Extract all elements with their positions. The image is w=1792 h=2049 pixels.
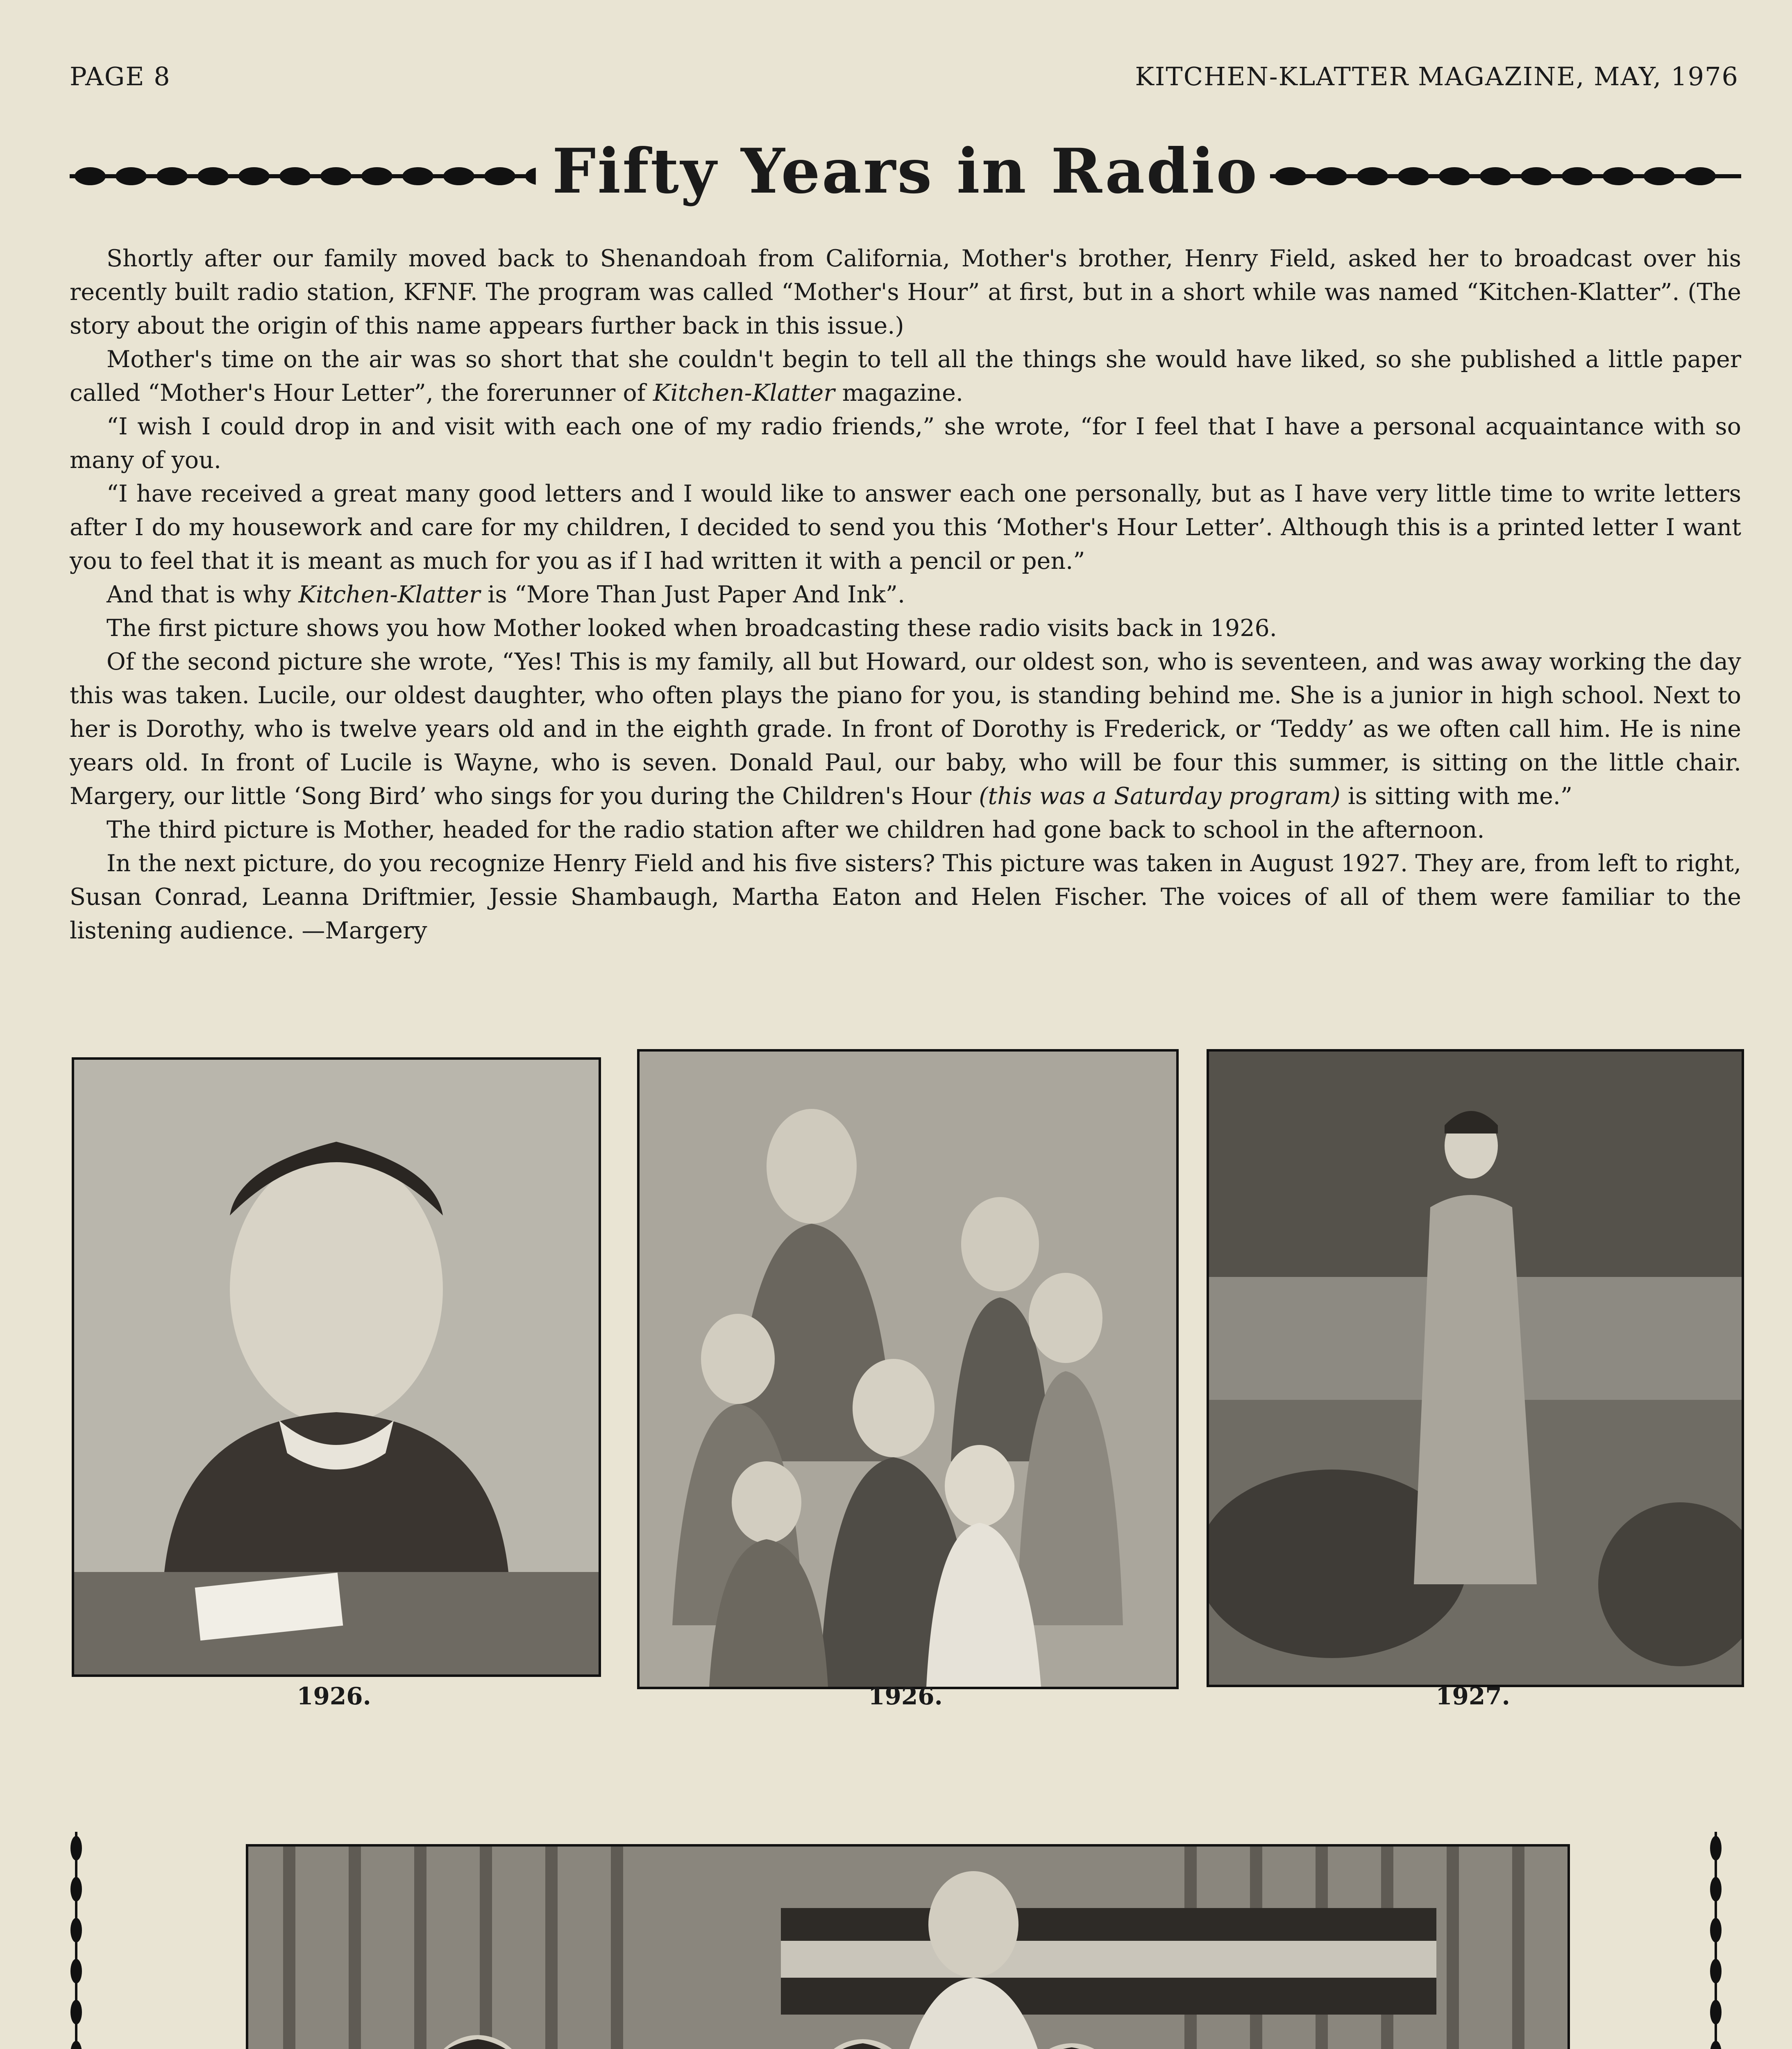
paragraph-3: “I wish I could drop in and visit with each one of my radio friends,” she wrote, “for I feel that I have a personal acquaintance with so many of you.: [70, 413, 1741, 474]
photo-3-caption: 1927.: [1436, 1682, 1510, 1710]
paragraph-6: The first picture shows you how Mother looked when broadcasting these radio visits back in 1926.: [107, 615, 1277, 642]
page-number: PAGE 8: [70, 61, 171, 91]
paragraph-5: And that is why Kitchen-Klatter is “More Than Just Paper And Ink”.: [107, 581, 905, 608]
paragraph-9: In the next picture, do you recognize Henry Field and his five sisters? This picture was taken in August 1927. They are, from left to right, Susan Conrad, Leanna Driftmier, Jessie Shambaugh, Martha Eaton and Helen Fischer. The voices of all of them were familiar to the listening audience. —Margery: [70, 850, 1741, 944]
photo-mother-writing: [72, 1057, 601, 1677]
title-row: [70, 135, 1741, 217]
chain-ornament-vertical-right: [1708, 1832, 1723, 2049]
photo-1-caption: 1926.: [297, 1682, 371, 1710]
photo-2-caption: 1926.: [868, 1682, 943, 1710]
chain-ornament-vertical-left: [69, 1832, 84, 2049]
chain-ornament-right: [1270, 164, 1741, 189]
article-title: Fifty Years in Radio: [536, 135, 1275, 207]
paragraph-2: Mother's time on the air was so short that she couldn't begin to tell all the things she would have liked, so she published a little paper called “Mother's Hour Letter”, the forerunner of Kitchen-Klatter magazine.: [70, 346, 1741, 407]
paragraph-7: Of the second picture she wrote, “Yes! This is my family, all but Howard, our oldest son, who is seventeen, and was away working the day this was taken. Lucile, our oldest daughter, who often plays the piano for you, is standing behind me. She is a junior in high school. Next to her is Dorothy, who is twelve years old and in the eighth grade. In front of Dorothy is Frederick, or ‘Teddy’ as we often call him. He is nine years old. In front of Lucile is Wayne, who is seven. Donald Paul, our baby, who will be four this summer, is sitting on the little chair. Margery, our little ‘Song Bird’ who sings for you during the Children's Hour (this was a Saturday program) is sitting with me.”: [70, 648, 1741, 810]
magazine-header: KITCHEN-KLATTER MAGAZINE, MAY, 1976: [1135, 61, 1739, 91]
paragraph-1: Shortly after our family moved back to Shenandoah from California, Mother's brother, Henry Field, asked her to broadcast over his recently built radio station, KFNF. The program was called “Mother's Hour” at first, but in a short while was named “Kitchen-Klatter”. (The story about the origin of this name appears further back in this issue.): [70, 245, 1741, 339]
photo-family: [637, 1049, 1179, 1689]
photo-henry-field-and-sisters: [246, 1844, 1570, 2049]
paragraph-8: The third picture is Mother, headed for the radio station after we children had gone back to school in the afternoon.: [107, 816, 1485, 843]
photo-mother-outdoors: [1207, 1049, 1744, 1687]
chain-ornament-left: [70, 164, 561, 189]
article-body: [70, 242, 1741, 947]
paragraph-4: “I have received a great many good letters and I would like to answer each one personally, but as I have very little time to write letters after I do my housework and care for my children, I decided to send you this ‘Mother's Hour Letter’. Although this is a printed letter I want you to feel that it is meant as much for you as if I had written it with a pencil or pen.”: [70, 480, 1741, 575]
